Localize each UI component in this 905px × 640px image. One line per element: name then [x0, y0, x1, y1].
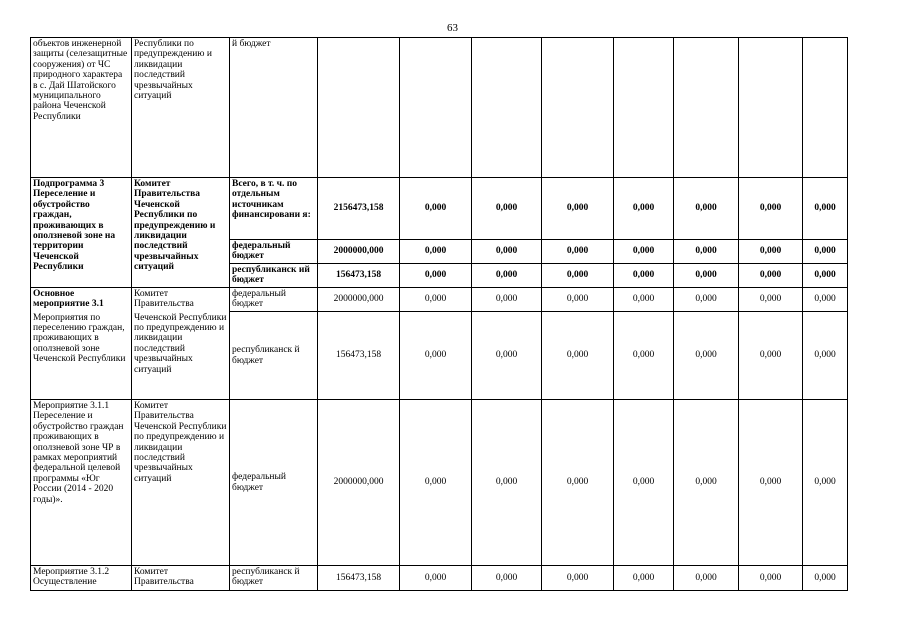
value-cell: 0,000 [739, 240, 803, 264]
page-number: 63 [447, 22, 458, 34]
value-cell: 0,000 [614, 288, 674, 312]
value-cell: 0,000 [542, 264, 614, 288]
value-cell: 0,000 [472, 178, 542, 240]
measure-name-cell: Мероприятие 3.1.2 Осуществление [31, 566, 132, 591]
value-cell: 2000000,000 [318, 288, 400, 312]
value-cell: 0,000 [472, 264, 542, 288]
value-cell: 0,000 [739, 288, 803, 312]
executor-cell: Комитет Правительства Чеченской Республики по предупреждению и ликвидации последствий чрезвычайных ситуаций [132, 178, 230, 288]
value-cell: 0,000 [803, 178, 848, 240]
table-row [31, 38, 848, 178]
value-cell: 0,000 [400, 178, 472, 240]
source-cell: федеральный бюджет [230, 400, 318, 566]
executor-cell: Чеченской Республики по предупреждению и ликвидации последствий чрезвычайных ситуаций [132, 312, 230, 400]
value-cell: 0,000 [674, 566, 739, 591]
value-cell: 0,000 [674, 240, 739, 264]
value-cell: 0,000 [739, 312, 803, 400]
source-cell: Всего, в т. ч. по отдельным источникам финансировани я: [230, 178, 318, 240]
source-cell: республиканск ий бюджет [230, 264, 318, 288]
value-cell: 0,000 [739, 400, 803, 566]
value-cell: 0,000 [542, 240, 614, 264]
value-cell: 156473,158 [318, 566, 400, 591]
value-cell: 0,000 [739, 566, 803, 591]
value-cell: 0,000 [803, 264, 848, 288]
table-row [31, 178, 848, 240]
table-row [31, 312, 848, 400]
value-cell: 0,000 [803, 566, 848, 591]
value-cell: 0,000 [400, 400, 472, 566]
measure-title-cell: Основное мероприятие 3.1 [31, 288, 132, 312]
executor-cell: Комитет Правительства [132, 566, 230, 591]
executor-cell: Комитет Правительства Чеченской Республики по предупреждению и ликвидации последствий чрезвычайных ситуаций [132, 400, 230, 566]
value-cell: 0,000 [400, 264, 472, 288]
subprogram-name-cell: Подпрограмма 3 Переселение и обустройство граждан, проживающих в оползневой зоне на территории Чеченской Республики [31, 178, 132, 288]
source-cell: республиканск й бюджет [230, 312, 318, 400]
value-cell: 0,000 [472, 566, 542, 591]
measure-name-cell: Мероприятия по переселению граждан, проживающих в оползневой зоне Чеченской Республики [31, 312, 132, 400]
value-cell: 0,000 [674, 178, 739, 240]
value-cell: 0,000 [472, 312, 542, 400]
executor-cell: Комитет Правительства [132, 288, 230, 312]
value-cell: 0,000 [472, 400, 542, 566]
value-cell: 0,000 [542, 288, 614, 312]
value-cell: 0,000 [803, 288, 848, 312]
measure-name-cell: Мероприятие 3.1.1 Переселение и обустройство граждан проживающих в оползневой зоне ЧР в рамках мероприятий федеральной целевой программы «Юг России (2014 - 2020 годы)». [31, 400, 132, 566]
table-row [31, 288, 848, 312]
value-cell: 0,000 [400, 312, 472, 400]
table-row [31, 566, 848, 591]
table-row [31, 400, 848, 566]
value-cell: 156473,158 [318, 312, 400, 400]
value-cell: 0,000 [614, 240, 674, 264]
value-cell: 0,000 [614, 400, 674, 566]
value-cell: 0,000 [614, 178, 674, 240]
value-cell: 0,000 [472, 288, 542, 312]
value-cell: 2000000,000 [318, 400, 400, 566]
value-cell: 0,000 [542, 312, 614, 400]
value-cell: 156473,158 [318, 264, 400, 288]
value-cell: 0,000 [674, 264, 739, 288]
value-cell: 0,000 [614, 312, 674, 400]
value-cell: 0,000 [674, 312, 739, 400]
executor-cell: Республики по предупреждению и ликвидации последствий чрезвычайных ситуаций [132, 38, 230, 178]
value-cell: 0,000 [803, 312, 848, 400]
source-cell: федеральный бюджет [230, 288, 318, 312]
measure-name-cell: объектов инженерной защиты (селезащитные сооружения) от ЧС природного характера в с. Дай Шатойского муниципального района Чеченской Республики [31, 38, 132, 178]
value-cell: 2000000,000 [318, 240, 400, 264]
value-cell: 0,000 [739, 178, 803, 240]
budget-table [30, 37, 848, 591]
value-cell: 0,000 [674, 288, 739, 312]
value-cell: 0,000 [803, 240, 848, 264]
value-cell: 0,000 [400, 288, 472, 312]
value-cell: 2156473,158 [318, 178, 400, 240]
value-cell: 0,000 [400, 240, 472, 264]
value-cell: 0,000 [542, 178, 614, 240]
value-cell: 0,000 [542, 400, 614, 566]
value-cell: 0,000 [803, 400, 848, 566]
source-cell: республиканск й бюджет [230, 566, 318, 591]
value-cell: 0,000 [739, 264, 803, 288]
value-cell: 0,000 [614, 264, 674, 288]
source-cell: й бюджет [230, 38, 318, 178]
value-cell: 0,000 [674, 400, 739, 566]
value-cell: 0,000 [400, 566, 472, 591]
value-cell: 0,000 [614, 566, 674, 591]
value-cell: 0,000 [472, 240, 542, 264]
source-cell: федеральный бюджет [230, 240, 318, 264]
value-cell: 0,000 [542, 566, 614, 591]
